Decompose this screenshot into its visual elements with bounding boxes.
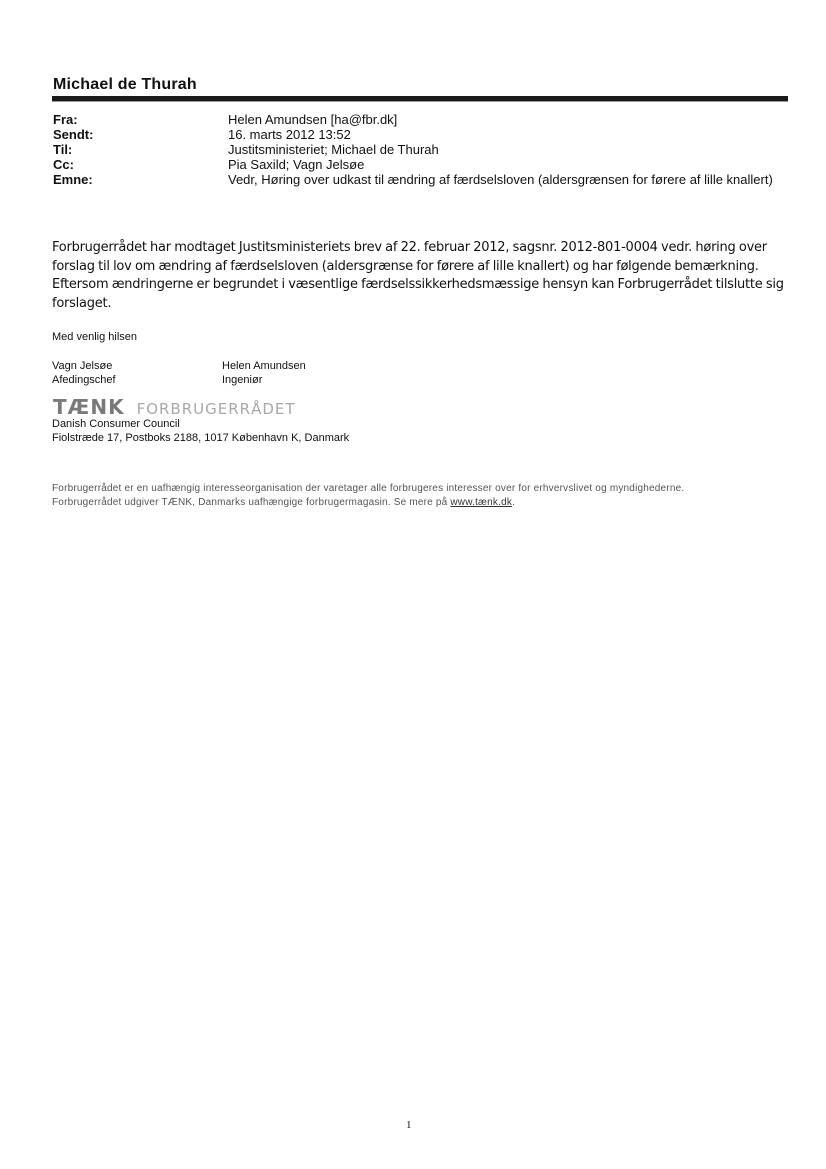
header-label-from: Fra: — [53, 112, 78, 127]
closing-greeting: Med venlig hilsen — [52, 331, 137, 343]
header-label-to: Til: — [53, 142, 73, 157]
organization-name: Danish Consumer Council — [52, 418, 180, 430]
header-row-cc — [53, 157, 793, 172]
footer-note — [52, 482, 752, 510]
header-value-sent: 16. marts 2012 13:52 — [228, 127, 351, 142]
header-value-subject: Vedr, Høring over udkast til ændring af færdselsloven (aldersgrænsen for førere af lille knallert) — [228, 172, 773, 187]
signature-right-title: Ingeniør — [222, 374, 263, 386]
header-label-subject: Emne: — [53, 172, 93, 187]
logo-sub-text: FORBRUGERRÅDET — [136, 400, 296, 418]
header-label-sent: Sendt: — [53, 127, 94, 142]
email-headers — [53, 112, 793, 187]
page-number: 1 — [406, 1119, 412, 1131]
header-row-to — [53, 142, 793, 157]
logo-main-text: TÆNK — [53, 395, 125, 419]
signature-right-name: Helen Amundsen — [222, 360, 306, 372]
header-value-cc: Pia Saxild; Vagn Jelsøe — [228, 157, 365, 172]
organization-info — [52, 417, 349, 445]
signature-left-title: Afedingschef — [52, 374, 116, 386]
header-divider — [52, 96, 788, 102]
header-label-cc: Cc: — [53, 157, 74, 172]
footer-note-end: . — [512, 497, 516, 508]
signature-left — [52, 359, 116, 387]
header-value-from: Helen Amundsen [ha@fbr.dk] — [228, 112, 398, 127]
sender-name: Michael de Thurah — [53, 76, 197, 93]
header-row-from — [53, 112, 793, 127]
signature-left-name: Vagn Jelsøe — [52, 360, 113, 372]
taenk-logo — [53, 395, 296, 419]
organization-address: Fiolstræde 17, Postboks 2188, 1017 København K, Danmark — [52, 432, 350, 444]
header-row-sent — [53, 127, 793, 142]
website-link[interactable]: www.tænk.dk — [450, 497, 513, 508]
header-value-to: Justitsministeriet; Michael de Thurah — [228, 142, 439, 157]
footer-note-text: Forbrugerrådet er en uafhængig interesseorganisation der varetager alle forbrugeres interesser over for erhvervslivet og myndighederne. Forbrugerrådet udgiver TÆNK, Danmarks uafhængige forbrugermagasin. Se mere på — [52, 483, 685, 508]
signature-right — [222, 359, 306, 387]
header-row-subject — [53, 172, 793, 187]
message-body: Forbrugerrådet har modtaget Justitsministeriets brev af 22. februar 2012, sagsnr. 2012-801-0004 vedr. høring over forslag til lov om ændring af færdselsloven (aldersgrænse for førere af lille knallert) og har følgende bemærkning. Eftersom ændringerne er begrundet i væsentlige færdselssikkerhedsmæssige hensyn kan Forbrugerrådet tilslutte sig forslaget. — [52, 240, 784, 311]
